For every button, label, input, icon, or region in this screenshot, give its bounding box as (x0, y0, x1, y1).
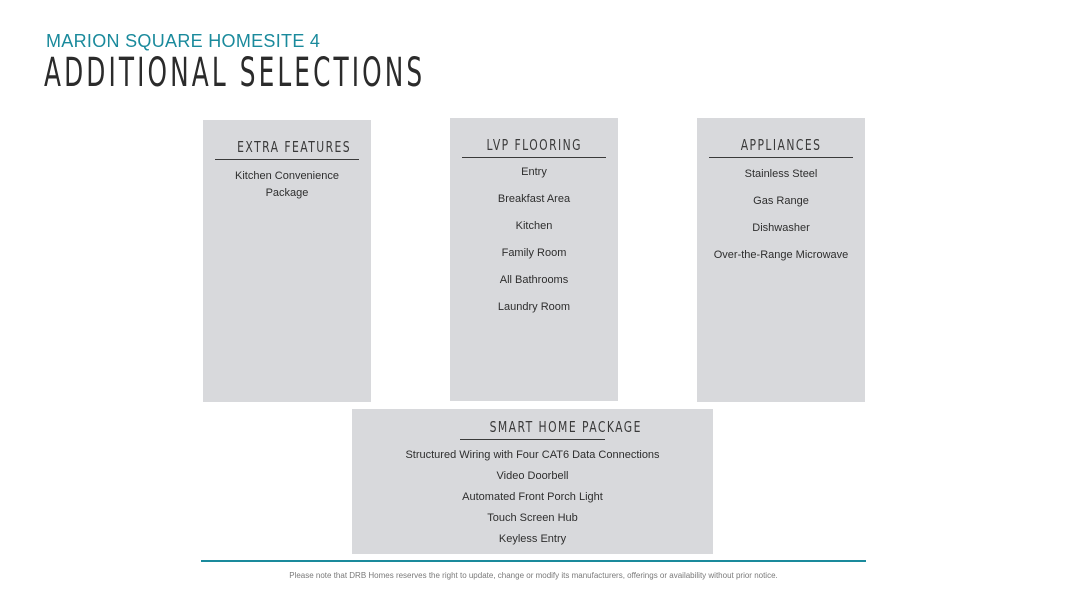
list-item: Structured Wiring with Four CAT6 Data Connections (405, 449, 660, 461)
smart-home-panel (352, 409, 713, 554)
list-item: Entry (521, 166, 547, 178)
disclaimer-text: Please note that DRB Homes reserves the right to update, change or modify its manufacturers, offerings or availability without prior notice. (289, 571, 778, 580)
footer-divider (201, 560, 866, 562)
extra-features-panel (203, 120, 371, 402)
list-item: Stainless Steel (744, 168, 818, 180)
list-item: Over-the-Range Microwave (713, 249, 849, 261)
extra-features-list (203, 160, 371, 202)
list-item: Automated Front Porch Light (462, 491, 603, 503)
lvp-flooring-list (450, 158, 618, 327)
lvp-flooring-panel (450, 118, 618, 401)
list-item: Dishwasher (752, 222, 810, 234)
appliances-panel (697, 118, 865, 402)
page-title: ADDITIONAL SELECTIONS (44, 50, 426, 96)
appliances-list (697, 158, 865, 275)
appliances-heading: APPLIANCES (709, 118, 853, 158)
list-item: Breakfast Area (497, 193, 571, 205)
list-item: Gas Range (753, 195, 809, 207)
lvp-flooring-heading: LVP FLOORING (462, 118, 606, 158)
list-item: Laundry Room (497, 301, 571, 313)
list-item: Touch Screen Hub (487, 512, 578, 524)
list-item: Family Room (501, 247, 567, 259)
list-item: Video Doorbell (496, 470, 569, 482)
list-item: Keyless Entry (498, 533, 567, 545)
smart-home-heading: SMART HOME PACKAGE (460, 409, 605, 440)
list-item: Kitchen Convenience Package (235, 170, 339, 199)
extra-features-heading: EXTRA FEATURES (215, 120, 359, 160)
page-subtitle: MARION SQUARE HOMESITE 4 (46, 31, 321, 51)
list-item: Kitchen (515, 220, 553, 232)
list-item: All Bathrooms (499, 274, 569, 286)
smart-home-list (352, 440, 713, 553)
